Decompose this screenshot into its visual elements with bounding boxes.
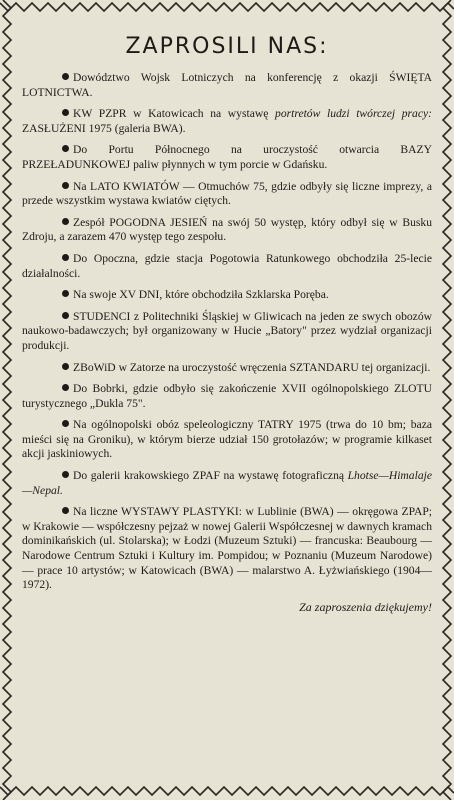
closing-note: Za zaproszenia dziękujemy! [299, 599, 432, 614]
bullet-icon [62, 290, 69, 297]
left-zigzag-border [0, 0, 14, 800]
page-title: ZAPROSILI NAS: [125, 34, 329, 59]
list-item: KW PZPR w Katowicach na wystawę portretów ludzi twórczej pracy: ZASŁUŻENI 1975 (galeria BWA). [22, 107, 432, 135]
list-item: Dowództwo Wojsk Lotniczych na konferencję z okazji ŚWIĘTA LOTNICTWA. [22, 71, 432, 99]
list-item: Do Portu Północnego na uroczystość otwarcia BAZY PRZEŁADUNKOWEJ paliw płynnych w tym porcie w Gdańsku. [22, 143, 432, 171]
bullet-icon [62, 109, 69, 116]
bullet-icon [62, 254, 69, 261]
bullet-icon [62, 218, 69, 225]
list-item: Na ogólnopolski obóz speleologiczny TATRY 1975 (trwa do 10 bm; baza mieści się na Groniku), w którym bierze udział 150 grotołazów; w programie kilkaset akcji jaskiniowych. [22, 418, 432, 461]
bullet-icon [62, 145, 69, 152]
right-zigzag-border [440, 0, 454, 800]
list-item: Na LATO KWIATÓW — Otmuchów 75, gdzie odbyły się liczne imprezy, a przede wszystkim wystawa kwiatów ciętych. [22, 179, 432, 208]
list-item: Zespół POGODNA JESIEŃ na swój 50 występ, który odbył się w Busku Zdroju, a zarazem 470 występ tego zespołu. [22, 215, 432, 244]
bottom-zigzag-border [0, 784, 454, 798]
list-item: ZBoWiD w Zatorze na uroczystość wręczenia SZTANDARU tej organizacji. [22, 361, 432, 376]
list-item: Na swoje XV DNI, które obchodziła Szklarska Poręba. [22, 288, 432, 303]
bullet-icon [62, 471, 69, 478]
bullet-icon [62, 73, 69, 80]
bullet-icon [62, 312, 69, 319]
list-item: Do galerii krakowskiego ZPAF na wystawę fotograficzną Lhotse—Himalaje—Nepal. [22, 469, 432, 497]
list-item: Do Bobrki, gdzie odbyło się zakończenie XVII ogólnopolskiego ZLOTU turystycznego „Dukla 75". [22, 382, 432, 410]
bullet-icon [62, 384, 69, 391]
bullet-icon [62, 363, 69, 370]
list-item: Do Opoczna, gdzie stacja Pogotowia Ratunkowego obchodziła 25-lecie działalności. [22, 251, 432, 280]
bullet-icon [62, 507, 69, 514]
list-item: STUDENCI z Politechniki Śląskiej w Gliwicach na jeden ze swych obozów naukowo-badawczych; był organizowany w Hucie „Batory" przez wydział organizacji produkcji. [22, 309, 432, 352]
bullet-icon [62, 182, 69, 189]
bullet-icon [62, 420, 69, 427]
list-item: Na liczne WYSTAWY PLASTYKI: w Lublinie (BWA) — okręgowa ZPAP; w Krakowie — współczesny pejzaż w nowej Galerii Współczesnej w dawnych kramach dominikańskich (ul. Stolarska); w Łodzi (Muzeum Sztuki) — francuska: Beaubourg — Narodowe Centrum Sztuki i Kultury im. Pompidou; w Poznaniu (Muzeum Narodowe) — prace 10 artystów; w Katowicach (BWA) — malarstwo A. Łyżwiańskiego (1904—1972). [22, 505, 432, 592]
top-zigzag-border [0, 0, 454, 14]
